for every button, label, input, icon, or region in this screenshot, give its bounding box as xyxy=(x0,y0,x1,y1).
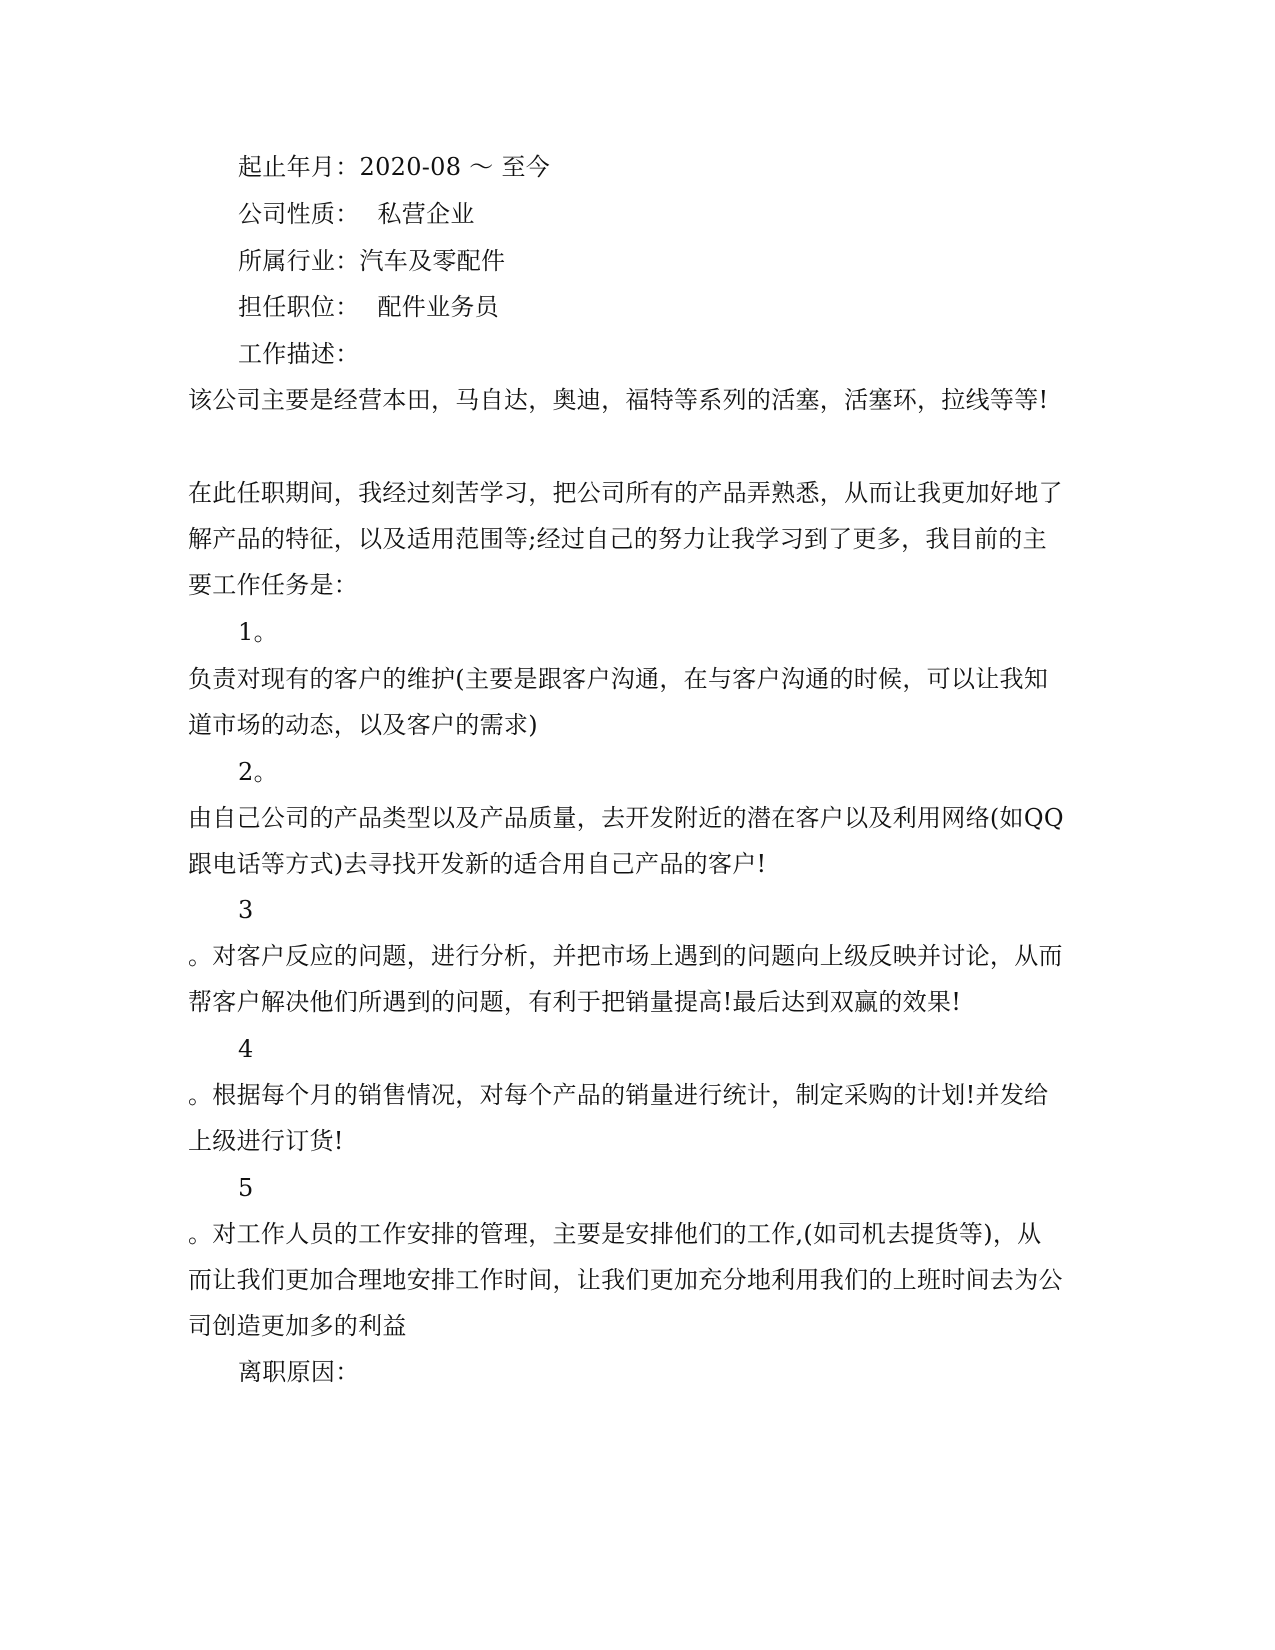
company-type-value: 私营企业 xyxy=(377,200,475,228)
position-label: 担任职位： xyxy=(238,293,360,321)
list-item-number: 4 xyxy=(238,1035,254,1063)
position-value: 配件业务员 xyxy=(377,293,499,321)
start-end-date-row xyxy=(238,152,550,182)
list-item-text: 上级进行订货! xyxy=(188,1127,344,1155)
list-item-text: 由自己公司的产品类型以及产品质量，去开发附近的潜在客户以及利用网络(如QQ xyxy=(188,804,1064,832)
intro-text: 该公司主要是经营本田，马自达，奥迪，福特等系列的活塞，活塞环，拉线等等! xyxy=(188,386,1049,414)
list-item-text: 跟电话等方式)去寻找开发新的适合用自己产品的客户! xyxy=(188,850,767,878)
list-item-number: 1。 xyxy=(238,618,278,646)
industry-row xyxy=(238,246,505,276)
paragraph-line: 解产品的特征，以及适用范围等;经过自己的努力让我学习到了更多，我目前的主 xyxy=(188,525,1047,553)
list-item-text: 司创造更加多的利益 xyxy=(188,1312,407,1340)
list-item-number: 2。 xyxy=(238,758,278,786)
list-item-number: 5 xyxy=(238,1174,254,1202)
paragraph-line: 要工作任务是： xyxy=(188,571,359,599)
list-item-text: 负责对现有的客户的维护(主要是跟客户沟通，在与客户沟通的时候，可以让我知 xyxy=(188,665,1049,693)
list-item-text: 。根据每个月的销售情况，对每个产品的销量进行统计，制定采购的计划!并发给 xyxy=(188,1081,1049,1109)
company-type-label: 公司性质： xyxy=(238,200,360,228)
start-end-date-value: 2020-08 ～ 至今 xyxy=(359,153,551,181)
paragraph-line: 在此任职期间，我经过刻苦学习，把公司所有的产品弄熟悉，从而让我更加好地了 xyxy=(188,479,1063,507)
list-item-number: 3 xyxy=(238,896,254,924)
industry-value: 汽车及零配件 xyxy=(359,247,506,275)
list-item-text: 帮客户解决他们所遇到的问题，有利于把销量提高!最后达到双赢的效果! xyxy=(188,988,962,1016)
list-item-text: 而让我们更加合理地安排工作时间，让我们更加充分地利用我们的上班时间去为公 xyxy=(188,1266,1063,1294)
leave-reason-label: 离职原因： xyxy=(238,1358,360,1386)
start-end-date-label: 起止年月： xyxy=(238,153,360,181)
position-row xyxy=(238,292,499,322)
industry-label: 所属行业： xyxy=(238,247,360,275)
company-type-row xyxy=(238,199,475,229)
work-description-label: 工作描述： xyxy=(238,340,360,368)
list-item-text: 。对工作人员的工作安排的管理，主要是安排他们的工作,(如司机去提货等)，从 xyxy=(188,1220,1042,1248)
list-item-text: 。对客户反应的问题，进行分析，并把市场上遇到的问题向上级反映并讨论，从而 xyxy=(188,942,1063,970)
list-item-text: 道市场的动态，以及客户的需求) xyxy=(188,711,538,739)
